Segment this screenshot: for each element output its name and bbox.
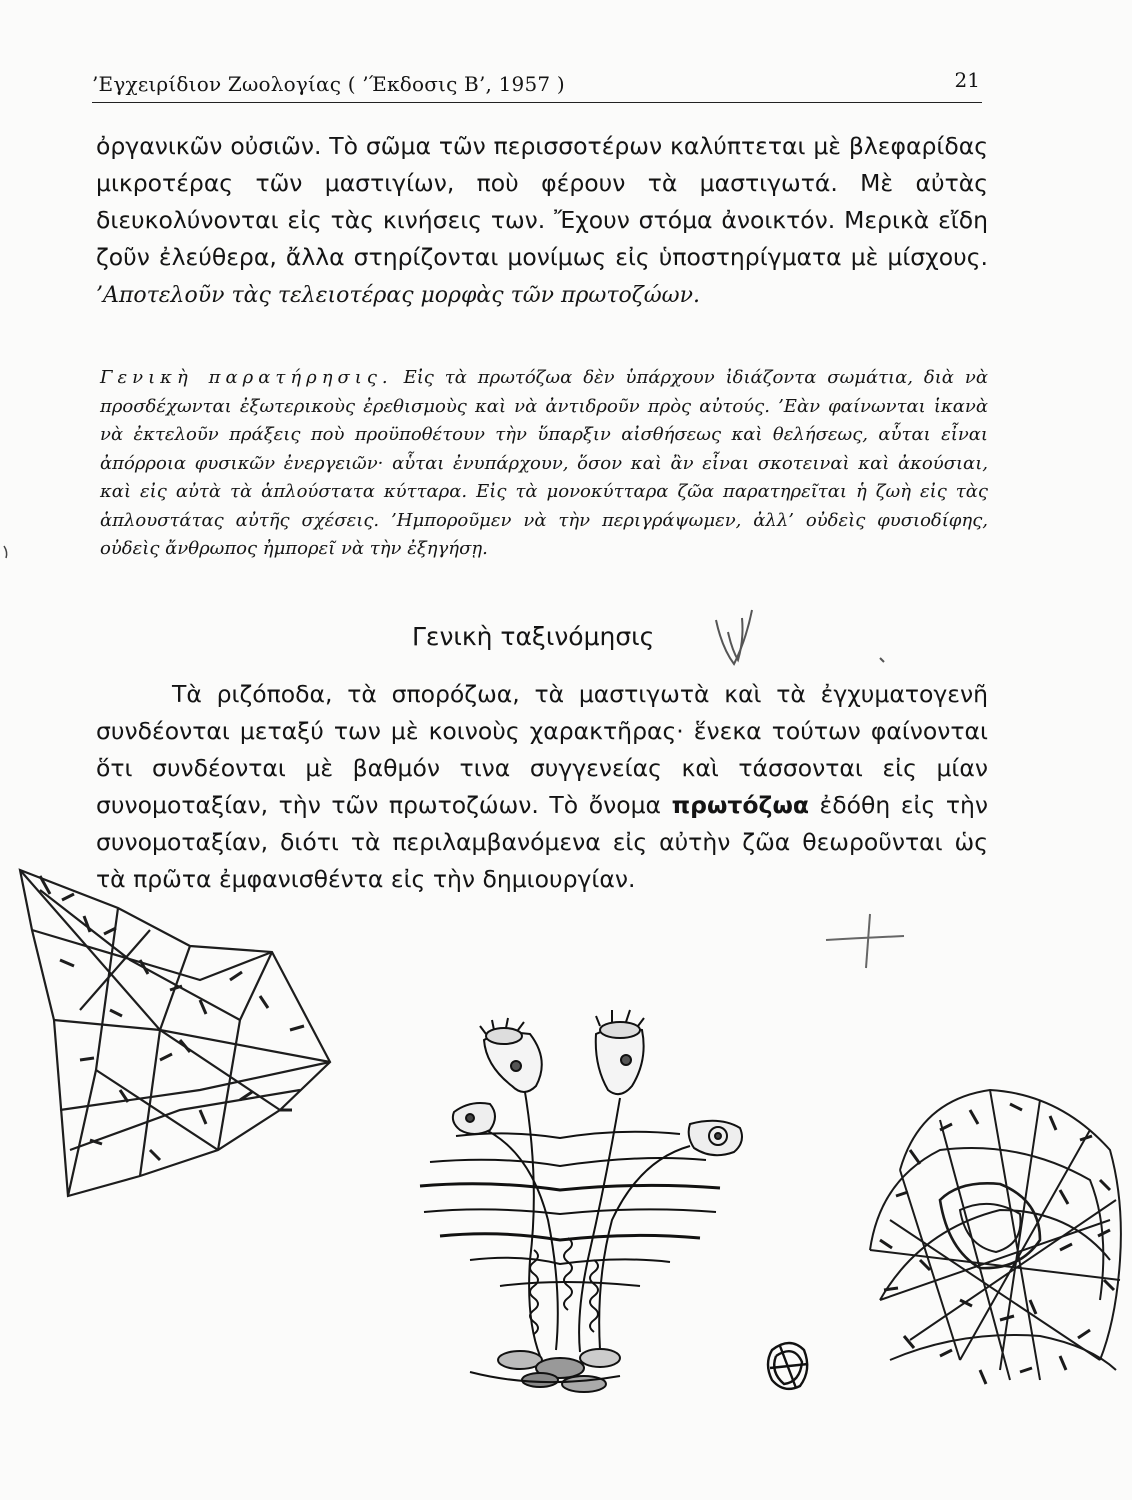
- intro-italic-sentence: ’Αποτελοῦν τὰς τελειοτέρας μορφὰς τῶν πρωτοζώων.: [96, 283, 700, 308]
- illustration-stalks: [482, 1086, 690, 1356]
- hand-drawn-sketch-right: [870, 1090, 1121, 1384]
- classification-text-b: ἐδόθη εἰς τὴν συνομοταξίαν, διότι τὰ περιλαμβανόμενα εἰς αὐτὴν ζῶα θεωροῦνται ὡς τὰ πρῶτα ἐμφανισθέντα εἰς τὴν δημιουργίαν.: [96, 791, 988, 893]
- margin-mark: [4, 546, 7, 558]
- vorticella-illustration: [420, 1010, 742, 1392]
- book-title: ’Εγχειρίδιον Ζωολογίας ( ’Έκδοσις Β’, 1957 ): [92, 72, 565, 96]
- pencil-check-mark: [716, 610, 884, 664]
- illustration-ground: [420, 1132, 720, 1392]
- page-number: 21: [954, 68, 980, 92]
- intro-text: ὀργανικῶν οὐσιῶν. Τὸ σῶμα τῶν περισσοτέρων καλύπτεται μὲ βλεφαρίδας μικροτέρας τῶν μαστιγίων, ποὺ φέρουν τὰ μαστιγωτά. Μὲ αὐτὰς διευκολύνονται εἰς τὰς κινήσεις των. Ἔχουν στόμα ἀνοικτόν. Μερικὰ εἴδη ζοῦν ἐλεύθερα, ἄλλα στηρίζονται μονίμως εἰς ὑποστηρίγματα μὲ μίσχους.: [96, 132, 988, 271]
- classification-text-a: Τὰ ριζόποδα, τὰ σπορόζωα, τὰ μαστιγωτὰ καὶ τὰ ἐγχυματογενῆ συνδέονται μεταξύ των μὲ κοινοὺς χαρακτῆρας· ἕνεκα τούτων φαίνονται ὅτι συνδέονται μὲ βαθμόν τινα συγγενείας καὶ τάσσονται εἰς μίαν συνομοταξίαν, τὴν τῶν πρωτοζώων. Τὸ ὄνομα: [96, 680, 988, 819]
- scribbled-circle-mark: [768, 1343, 808, 1389]
- section-heading: Γενικὴ ταξινόμησις: [412, 622, 655, 651]
- protozoa-term: πρωτόζωα: [671, 791, 810, 819]
- pencil-cross-mark: [826, 914, 904, 968]
- remark-text: Εἰς τὰ πρωτόζωα δὲν ὑπάρχουν ἰδιάζοντα σωμάτια, διὰ νὰ προσδέχωνται ἐξωτερικοὺς ἐρεθισμοὺς καὶ νὰ ἀντιδροῦν πρὸς αὐτούς. ’Εὰν φαίνωνται ἱκανὰ νὰ ἐκτελοῦν πράξεις ποὺ προϋποθέτουν τὴν ὕπαρξιν αἰσθήσεως καὶ θελήσεως, αὗται εἶναι ἀπόρροια φυσικῶν ἐνεργειῶν· αὗται ἐνυπάρχουν, ὅσον καὶ ἂν εἶναι σκοτειναὶ καὶ ἀκούσιαι, καὶ εἰς αὐτὰ τὰ ἁπλούστατα κύτταρα. Εἰς τὰ μονοκύτταρα ζῶα παρατηρεῖται ἡ ζωὴ εἰς τὰς ἁπλουστάτας αὐτῆς σχέσεις. ’Ημποροῦμεν νὰ τὴν περιγράψωμεν, ἀλλ’ οὐδεὶς φυσιοδίφης, οὐδεὶς ἄνθρωπος ἠμπορεῖ νὰ τὴν ἐξηγήσῃ.: [100, 367, 988, 559]
- hand-drawn-sketch-left: [20, 870, 330, 1196]
- remark-label: Γενικὴ παρατήρησις.: [100, 367, 393, 388]
